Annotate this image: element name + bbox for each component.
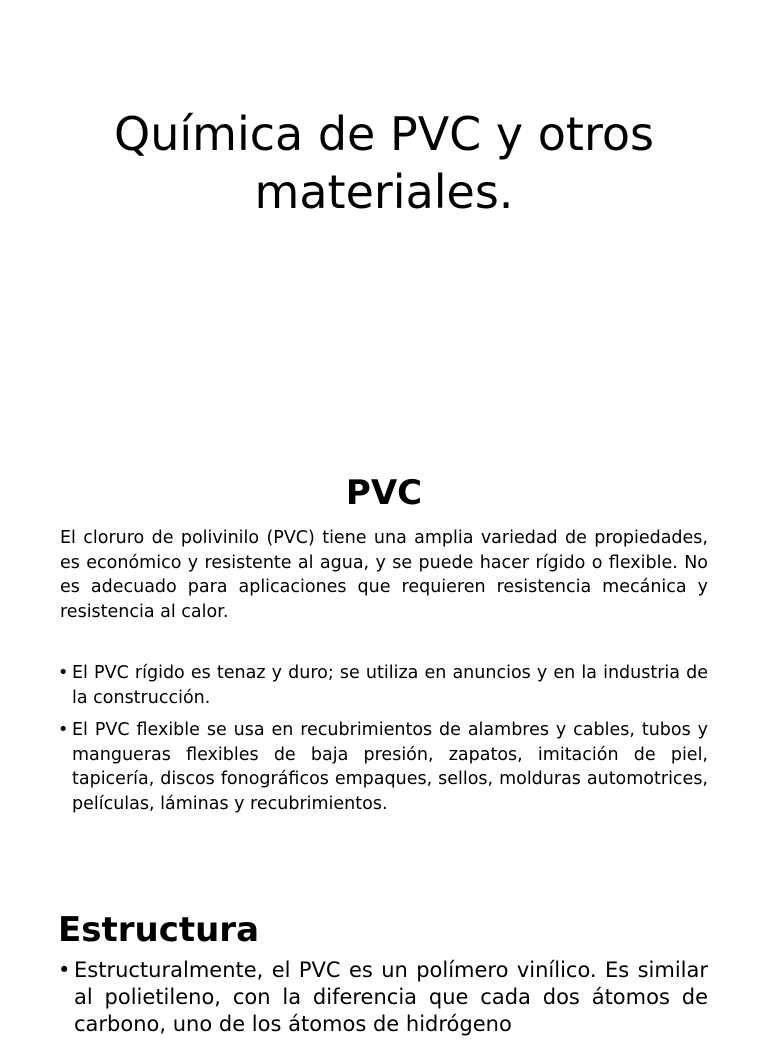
bullet-icon: • bbox=[58, 663, 69, 683]
bullet-text: El PVC rígido es tenaz y duro; se utiliza en anuncios y en la industria de la construcción. bbox=[72, 663, 708, 708]
pvc-heading: PVC bbox=[345, 473, 423, 513]
bullet-icon: • bbox=[58, 958, 71, 982]
bullet-icon: • bbox=[58, 720, 69, 740]
list-item bbox=[58, 661, 708, 710]
list-item bbox=[58, 957, 708, 1038]
bullet-text: El PVC flexible se usa en recubrimientos de alambres y cables, tubos y mangueras flexibles de baja presión, zapatos, imitación de piel, tapicería, discos fonográficos empaques, sellos, molduras automotrices, películas, láminas y recubrimientos. bbox=[72, 720, 708, 814]
pvc-intro-paragraph: El cloruro de polivinilo (PVC) tiene una amplia variedad de propiedades, es económico y resistente al agua, y se puede hacer rígido o flexible. No es adecuado para aplicaciones que requieren resistencia mecánica y resistencia al calor. bbox=[60, 528, 708, 622]
structure-bullet-list bbox=[58, 957, 708, 1046]
pvc-bullet-list bbox=[58, 661, 708, 824]
bullet-text: Estructuralmente, el PVC es un polímero vinílico. Es similar al polietileno, con la diferencia que cada dos átomos de carbono, uno de los átomos de hidrógeno bbox=[74, 958, 708, 1036]
structure-heading: Estructura bbox=[58, 910, 260, 950]
list-item bbox=[58, 718, 708, 816]
slide-title: Química de PVC y otros materiales. bbox=[114, 107, 654, 219]
